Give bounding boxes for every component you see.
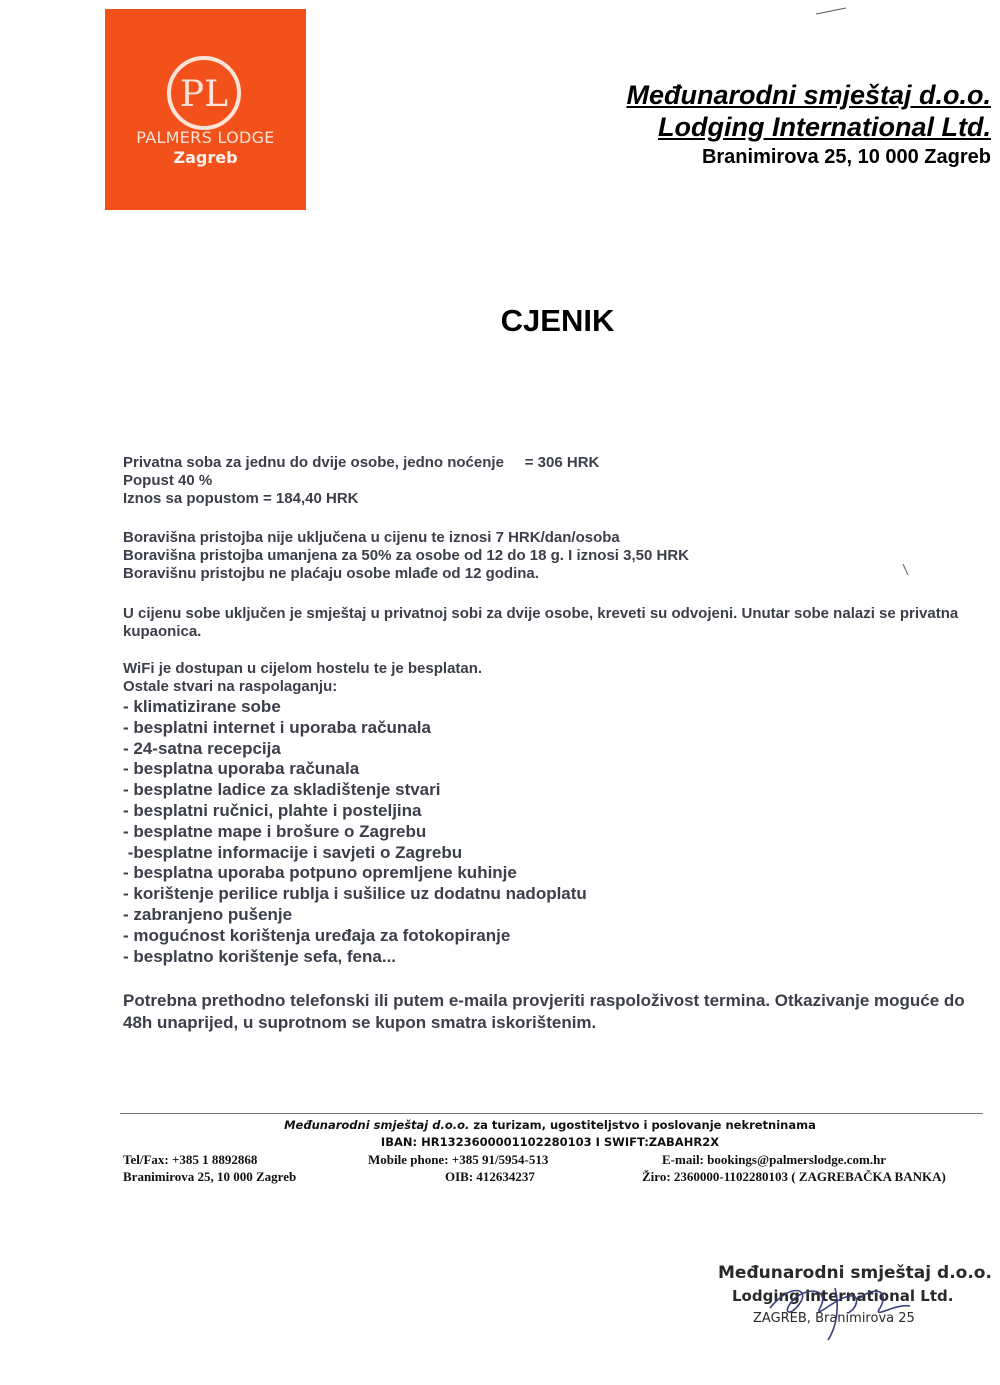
footer-bank-account: Žiro: 2360000-1102280103 ( ZAGREBAČKA BANKA): [642, 1169, 946, 1184]
signature-icon: [740, 1268, 940, 1348]
pen-mark-icon: [815, 6, 847, 16]
amenities-intro: Ostale stvari na raspolaganju:: [123, 678, 338, 695]
stamp-address: ZAGREB, Branimirova 25: [753, 1311, 915, 1326]
footer-address: Branimirova 25, 10 000 Zagreb: [123, 1169, 297, 1184]
footer-tel: Tel/Fax: +385 1 8892868: [123, 1152, 258, 1167]
pricing-discount: Popust 40 %: [123, 472, 213, 489]
footer-oib: OIB: 412634237: [445, 1169, 535, 1184]
page-title: CJENIK: [500, 303, 615, 338]
stamp-company-en: Lodging international Ltd.: [732, 1287, 954, 1305]
footer-email: E-mail: bookings@palmerslodge.com.hr: [662, 1152, 887, 1167]
list-item: - besplatno korištenje sefa, fena...: [123, 946, 397, 966]
pl-monogram-icon: [165, 54, 243, 132]
booking-note: Potrebna prethodno telefonski ili putem e-maila provjeriti raspoloživost termina. Otkazivanje moguće do 48h unaprijed, u suprotnom se kupon smatra iskorištenim.: [123, 991, 965, 1032]
pricing-section: [123, 454, 973, 508]
company-address: Branimirova 25, 10 000 Zagreb: [701, 146, 991, 168]
amenities-list: [123, 697, 973, 967]
pen-tick-icon: [902, 563, 910, 577]
footer-company-line: [0, 1118, 1000, 1132]
footer-company-name: Međunarodni smještaj d.o.o.: [284, 1118, 470, 1132]
list-item: - 24-satna recepcija: [123, 738, 281, 758]
room-description: U cijenu sobe uključen je smještaj u privatnoj sobi za dvije osobe, kreveti su odvojeni. Unutar sobe nalazi se privatna kupaonica.: [123, 605, 959, 640]
wifi-note: WiFi je dostupan u cijelom hostelu te je besplatan.: [123, 660, 483, 677]
list-item: - besplatne ladice za skladištenje stvari: [123, 780, 441, 800]
footer-company-description: za turizam, ugostiteljstvo i poslovanje nekretninama: [469, 1118, 816, 1132]
logo-city: Zagreb: [173, 148, 238, 167]
list-item: - besplatni internet i uporaba računala: [123, 717, 431, 737]
palmers-lodge-logo: [105, 9, 306, 210]
list-item: - klimatizirane sobe: [123, 697, 281, 716]
tax-line: Boravišna pristojba umanjena za 50% za osobe od 12 do 18 g. I iznosi 3,50 HRK: [123, 547, 689, 564]
footer-iban: IBAN: HR1323600001102280103 I SWIFT:ZABAHR2X: [380, 1135, 720, 1149]
list-item: -besplatne informacije i savjeti o Zagrebu: [123, 842, 463, 862]
tourist-tax-section: [123, 529, 973, 583]
list-item: - korištenje perilice rublja i sušilice uz dodatnu nadoplatu: [123, 884, 587, 904]
list-item: - besplatna uporaba potpuno opremljene kuhinje: [123, 863, 517, 883]
logo-brand-name: PALMERS LODGE: [136, 128, 275, 147]
list-item: - besplatna uporaba računala: [123, 759, 360, 779]
svg-text:PL: PL: [179, 74, 229, 115]
list-item: - besplatni ručnici, plahte i posteljina: [123, 800, 422, 820]
list-item: - mogućnost korištenja uređaja za fotokopiranje: [123, 925, 511, 945]
company-name-en: Lodging International Ltd.: [658, 112, 991, 142]
stamp-company-hr: Međunarodni smještaj d.o.o.: [718, 1263, 992, 1283]
pricing-discounted-amount: Iznos sa popustom = 184,40 HRK: [123, 490, 359, 507]
amenities-section: [123, 660, 973, 967]
list-item: - zabranjeno pušenje: [123, 904, 293, 924]
list-item: - besplatne mape i brošure o Zagrebu: [123, 821, 427, 841]
footer-mobile: Mobile phone: +385 91/5954-513: [368, 1152, 549, 1167]
company-name-hr: Međunarodni smještaj d.o.o.: [626, 80, 991, 110]
tax-line: Boravišna pristojba nije uključena u cijenu te iznosi 7 HRK/dan/osoba: [123, 529, 620, 546]
tax-line: Boravišnu pristojbu ne plaćaju osobe mlađe od 12 godina.: [123, 565, 539, 582]
footer-divider: [120, 1113, 983, 1114]
pricing-room-price: Privatna soba za jednu do dvije osobe, jedno noćenje = 306 HRK: [123, 454, 600, 471]
